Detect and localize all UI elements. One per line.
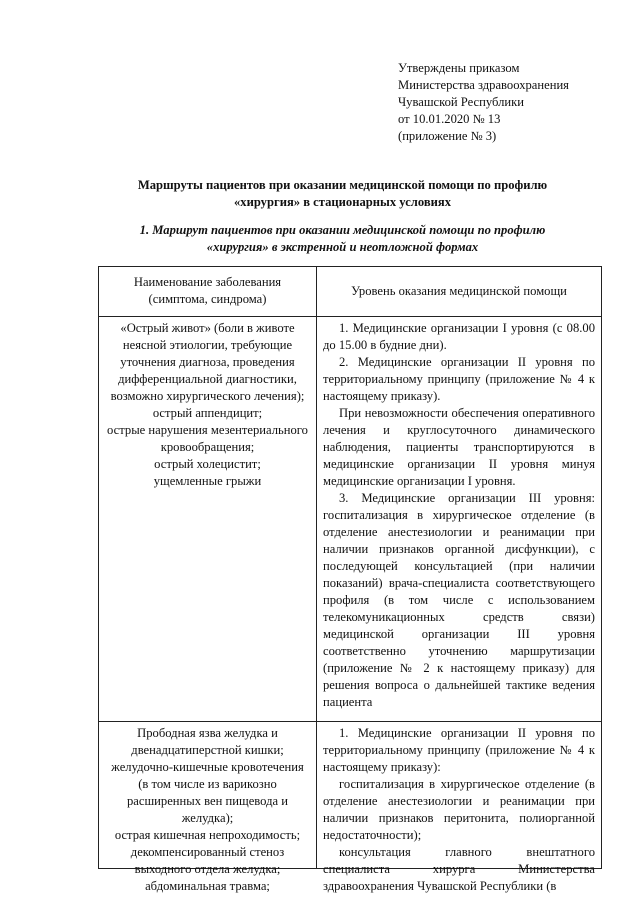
section-title-line: «хирургия» в экстренной и неотложной формах bbox=[206, 240, 479, 254]
disease-cell-content bbox=[105, 725, 310, 893]
table-header-row bbox=[99, 267, 602, 317]
care-level-paragraph: 2. Медицинские организации II уровня по территориальному принципу (приложение № 4 к настоящему приказу). bbox=[323, 355, 595, 403]
approval-line: Чувашской Республики bbox=[398, 95, 524, 109]
disease-item: абдоминальная травма; bbox=[145, 879, 270, 893]
header-care-level: Уровень оказания медицинской помощи bbox=[317, 267, 602, 317]
care-level-paragraph: госпитализация в хирургическое отделение (в отделение анестезиологии и реанимации при наличии признаков перитонита, полиорганной недостаточности); bbox=[323, 777, 595, 842]
section-title bbox=[90, 222, 595, 256]
approval-block bbox=[398, 60, 628, 145]
care-level-paragraph: 1. Медицинские организации II уровня по территориальному принципу (приложение № 4 к настоящему приказу): bbox=[323, 726, 595, 774]
disease-item: острые нарушения мезентериального кровообращения; bbox=[107, 423, 308, 454]
care-level-cell bbox=[317, 317, 602, 722]
care-level-cell-content bbox=[323, 725, 595, 893]
document-title-line: Маршруты пациентов при оказании медицинской помощи по профилю bbox=[137, 178, 548, 192]
disease-item: желудочно-кишечные кровотечения (в том числе из варикозно расширенных вен пищевода и желудка); bbox=[111, 760, 304, 825]
header-disease: Наименование заболевания (симптома, синдрома) bbox=[99, 267, 317, 317]
disease-cell bbox=[99, 722, 317, 893]
document-title-line: «хирургия» в стационарных условиях bbox=[233, 195, 451, 209]
approval-line: Министерства здравоохранения bbox=[398, 78, 569, 92]
approval-line: (приложение № 3) bbox=[398, 129, 497, 143]
approval-line: от 10.01.2020 № 13 bbox=[398, 112, 501, 126]
disease-item: Прободная язва желудка и двенадцатиперстной кишки; bbox=[131, 726, 284, 757]
disease-item: острая кишечная непроходимость; bbox=[114, 828, 301, 842]
disease-item: «Острый живот» (боли в животе неясной этиологии, требующие уточнения диагноза, проведения дифференциальной диагностики, возможно хирургического лечения); bbox=[110, 321, 305, 403]
disease-item: острый холецистит; bbox=[154, 457, 261, 471]
disease-item: острый аппендицит; bbox=[152, 406, 263, 420]
care-level-paragraph: консультация главного внештатного специалиста хирурга Министерства здравоохранения Чувашской Республики (в bbox=[323, 845, 595, 893]
care-level-paragraph: 1. Медицинские организации I уровня (с 08.00 до 15.00 в будние дни). bbox=[323, 321, 595, 352]
table-row bbox=[99, 317, 602, 722]
disease-item: декомпенсированный стеноз выходного отдела желудка; bbox=[130, 845, 285, 876]
document-title bbox=[90, 177, 595, 211]
disease-item: ущемленные грыжи bbox=[153, 474, 262, 488]
care-level-cell bbox=[317, 722, 602, 893]
section-title-line: 1. Маршрут пациентов при оказании медицинской помощи по профилю bbox=[139, 223, 546, 237]
care-level-paragraph: При невозможности обеспечения оперативного лечения и круглосуточного динамического наблюдения, пациенты транспортируются в медицинские организации II уровня минуя медицинские организации I уровня. bbox=[323, 406, 595, 488]
routes-table bbox=[98, 266, 602, 893]
table-row bbox=[99, 722, 602, 869]
care-level-paragraph: 3. Медицинские организации III уровня: госпитализация в хирургическое отделение (в отделение анестезиологии и реанимации при наличии признаков органной дисфункции), с последующей консультацией (при наличии показаний) врача-специалиста соответствующего профиля (в том числе с использованием телекомуникационных средств связи) медицинской организации III уровня соответственно уточнению маршрутизации (приложение № 2 к настоящему приказу) для решения вопроса о дальнейшей тактике ведения пациента bbox=[323, 491, 595, 709]
disease-cell bbox=[99, 317, 317, 722]
approval-line: Утверждены приказом bbox=[398, 61, 520, 75]
